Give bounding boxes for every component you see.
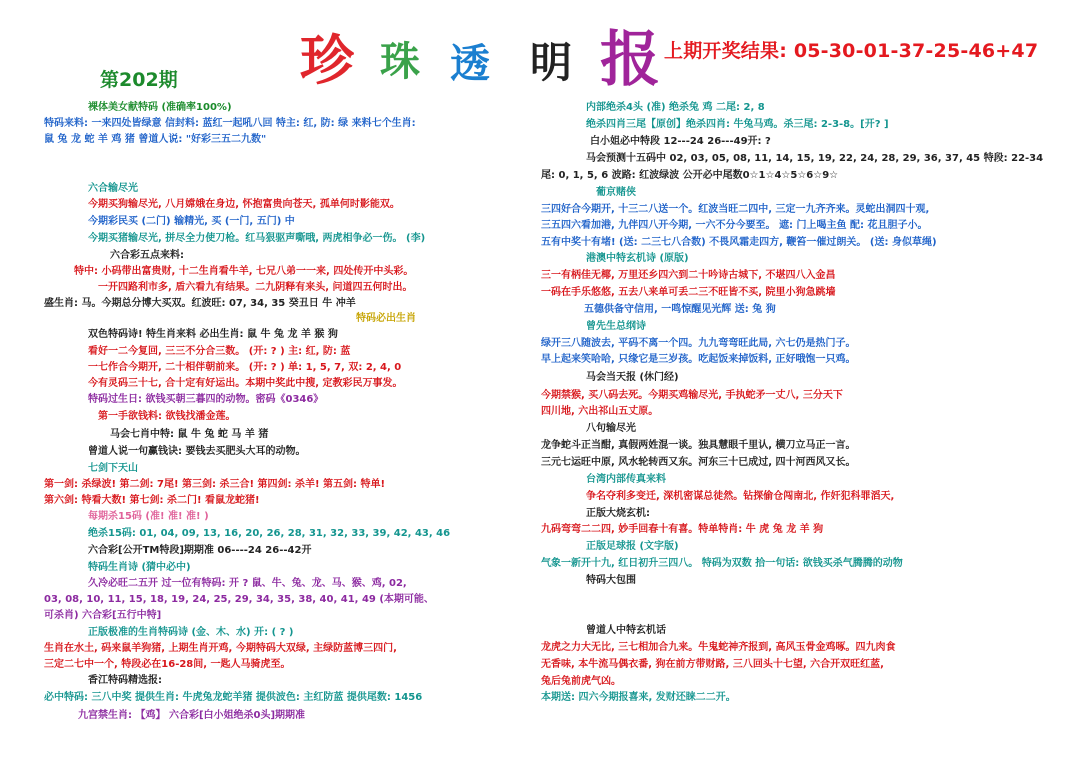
right-line: 港澳中特玄机诗 (原版)	[586, 253, 689, 264]
right-line: 五德供备守信用, 一鸣惊醒见光辉 送: 兔 狗	[584, 304, 776, 315]
right-line: 气象一新开十九, 红日初升三四八。 特码为双数 拾一句话: 欲钱买杀气腾腾的动物	[541, 558, 903, 569]
left-line: 曾道人说一句赢钱诀: 要钱去买肥头大耳的动物。	[88, 446, 306, 457]
right-line: 九码弯弯二二四, 妙手回春十有喜。特单特肖: 牛 虎 兔 龙 羊 狗	[541, 524, 824, 535]
right-line: 葡京赌侠	[596, 187, 636, 198]
right-line: 尾: 0, 1, 5, 6 波路: 红波绿波 公开必中尾数0☆1☆4☆5☆6☆9☆	[541, 170, 839, 181]
left-line: 马会七肖中特: 鼠 牛 兔 蛇 马 羊 猪	[110, 429, 269, 440]
right-line: 龙争蛇斗正当酣, 真假两姓混一谈。独具慧眼千里认, 横刀立马正一言。	[541, 440, 856, 451]
left-line: 今有灵码三十七, 合十定有好运出。本期中奖此中搜, 定教彩民万事发。	[88, 378, 403, 389]
right-line: 绿开三八随波去, 平码不离一个四。九九弯弯旺此局, 六七仍是热门子。	[541, 338, 856, 349]
right-line: 今期禁猴, 买八码去死。今期买鸡输尽光, 手执蛇矛一丈八, 三分天下	[541, 390, 843, 401]
masthead-char-4: 明	[530, 38, 573, 87]
last-draw-result: 上期开奖结果: 05-30-01-37-25-46+47	[664, 40, 1039, 62]
right-line: 台湾内部传真来料	[586, 474, 666, 485]
left-line: 三定二七中一个, 特段必在16-28间, 一匙人马骑虎至。	[44, 659, 291, 670]
left-line: 第六剑: 特看大数! 第七剑: 杀二门! 看鼠龙蛇猪!	[44, 495, 260, 506]
right-line: 无香味, 本牛流马偶衣番, 狗在前方带财路, 三八回头十七望, 六合开双旺红蓝,	[541, 659, 884, 670]
masthead-char-5: 报	[600, 25, 660, 95]
right-line: 龙虎之力大无比, 三七相加合九来。牛鬼蛇神齐报到, 高风玉骨金鸡啄。四九肉食	[541, 642, 896, 653]
right-line: 马会当天报 (休门经)	[586, 372, 679, 383]
right-line: 三一有柄佳无椰, 万里还乡四六到二十吟诗古城下, 不堪四八入金昌	[541, 270, 836, 281]
left-line: 可杀肖) 六合彩[五行中特]	[44, 610, 162, 621]
right-line: 八句输尽光	[586, 423, 636, 434]
left-line: 特码必出生肖	[356, 313, 416, 324]
left-line: 今期买狗输尽光, 八月嫦娥在身边, 怀抱富贵向苍天, 孤单何时影能双。	[88, 199, 400, 210]
issue-number: 第202期	[100, 69, 178, 91]
masthead-char-2: 珠	[380, 38, 420, 85]
right-line: 早上起来笑哈哈, 只缘它是三岁孩。吃起饭来掉饭料, 正好哦饱一只鸡。	[541, 354, 856, 365]
left-line: 特码过生日: 欲钱买朝三暮四的动物。密码《0346》	[88, 394, 324, 405]
right-line: 正版大烧玄机:	[586, 508, 650, 519]
right-line: 正版足球报 (文字版)	[586, 541, 679, 552]
right-line: 曾先生总纲诗	[586, 321, 646, 332]
left-line: 一七作合今期开, 二十相伴朝前来。 (开: ? ) 单: 1, 5, 7, 双: 2, 4, 0	[88, 362, 402, 373]
right-line: 特码大包围	[586, 575, 636, 586]
masthead-char-1: 珍	[300, 28, 354, 92]
left-line: 六合彩[公开TM特段]期期准 06----24 26--42开	[88, 545, 312, 556]
left-line: 特中: 小码带出富贵财, 十二生肖看牛羊, 七兄八弟一一来, 四处传开中头彩。	[74, 266, 414, 277]
left-line: 裸体美女献特码 (准确率100%)	[88, 102, 232, 113]
right-line: 争名夺利多变迁, 深机密谋总徒然。钻探偷仓闯南北, 作奸犯科罪滔天,	[586, 491, 895, 502]
left-line: 鼠 兔 龙 蛇 羊 鸡 猪 曾道人说: "好彩三五二九数"	[44, 134, 267, 145]
left-line: 今期买猪输尽光, 拼尽全力使刀枪。红马狠驱声嘶哦, 两虎相争必一伤。 (李)	[88, 233, 426, 244]
right-line: 内部绝杀4头 (准) 绝杀兔 鸡 二尾: 2, 8	[586, 102, 765, 113]
right-line: 三四好合今期开, 十三二八送一个。红波当旺二四中, 三定一九齐齐来。灵蛇出洞四十观,	[541, 204, 930, 215]
right-line: 绝杀四肖三尾【原创】绝杀四肖: 牛兔马鸡。杀三尾: 2-3-8。[开? ]	[586, 119, 889, 130]
right-line: 四川地, 六出祁山五丈原。	[541, 406, 659, 417]
right-line: 一码在手乐悠悠, 五去八来单可丢二三不旺皆不买, 院里小狗急跳墙	[541, 287, 836, 298]
left-line: 六合输尽光	[88, 183, 138, 194]
masthead-char-3: 透	[450, 40, 490, 87]
left-line: 看好一二今复回, 三三不分合三数。 (开: ? ) 主: 红, 防: 蓝	[88, 346, 351, 357]
left-line: 绝杀15码: 01, 04, 09, 13, 16, 20, 26, 28, 31, 32, 33, 39, 42, 43, 46	[88, 528, 451, 539]
right-line: 三元七运旺中原, 风水轮转西又东。河东三十已成过, 四十河西风又长。	[541, 457, 856, 468]
right-line: 马会预测十五码中 02, 03, 05, 08, 11, 14, 15, 19, 22, 24, 28, 29, 36, 37, 45 特段: 22-34	[586, 153, 1044, 164]
left-line: 特码生肖诗 (猜中必中)	[88, 562, 191, 573]
left-line: 特码来料: 一来四处皆绿意 信封料: 蓝红一起吼八回 特主: 红, 防: 绿 来料七个生肖:	[44, 118, 416, 129]
left-line: 香江特码精选报:	[88, 675, 162, 686]
left-line: 七剑下天山	[88, 463, 138, 474]
left-line: 第一剑: 杀绿波! 第二剑: 7尾! 第三剑: 杀三合! 第四剑: 杀羊! 第五剑: 特单!	[44, 479, 386, 490]
right-line: 白小姐必中特段 12---24 26---49开: ?	[590, 136, 771, 147]
left-line: 生肖在水土, 码来鼠羊狗猪, 上期生肖开鸡, 今期特码大双绿, 主绿防蓝博三四门,	[44, 643, 397, 654]
left-line: 03, 08, 10, 11, 15, 18, 19, 24, 25, 29, 34, 35, 38, 40, 41, 49 (本期可能、	[44, 594, 434, 605]
right-line: 兔后兔前虎气凶。	[541, 676, 621, 687]
left-line: 必中特码: 三八中奖 提供生肖: 牛虎兔龙蛇羊猪 提供波色: 主红防蓝 提供尾数: 1456	[44, 692, 423, 703]
left-line: 一开四路利市多, 盾六看九有结果。二九阴释有来头, 问道四五何时出。	[98, 282, 413, 293]
left-line: 双色特码诗! 特生肖来料 必出生肖: 鼠 牛 兔 龙 羊 猴 狗	[88, 329, 338, 340]
right-line: 五有中奖十有堵! (送: 二三七八合数) 不畏风霜走四方, 鞭笞一催过朗关。 (送: 身似草绳)	[541, 237, 937, 248]
left-line: 今期彩民买 (二门) 输精光, 买 (一门, 五门) 中	[88, 216, 295, 227]
left-line: 盛生肖: 马。今期总分博大买双。红波旺: 07, 34, 35 癸丑日 牛 冲羊	[44, 298, 356, 309]
left-line: 久冷必旺二五开 过一位有特码: 开 ? 鼠、牛、兔、龙、马、猴、鸡, 02,	[88, 578, 407, 589]
right-line: 曾道人中特玄机话	[586, 625, 666, 636]
left-line: 九宫禁生肖: 【鸡】 六合彩[白小姐绝杀0头]期期准	[78, 710, 306, 721]
left-line: 六合彩五点来料:	[110, 250, 184, 261]
left-line: 每期杀15码 (准! 准! 准! )	[88, 511, 209, 522]
left-line: 第一手欲钱料: 欲钱找潘金莲。	[98, 411, 236, 422]
right-line: 三五四六看加港, 九伴四八开今期, 一六不分今要至。 遮: 门上喝主鱼 配: 花且胆子小。	[541, 220, 928, 231]
right-line: 本期送: 四六今期报喜来, 发财还睐二二开。	[541, 692, 736, 703]
left-line: 正版极准的生肖特码诗 (金、木、水) 开: ( ? )	[88, 627, 294, 638]
